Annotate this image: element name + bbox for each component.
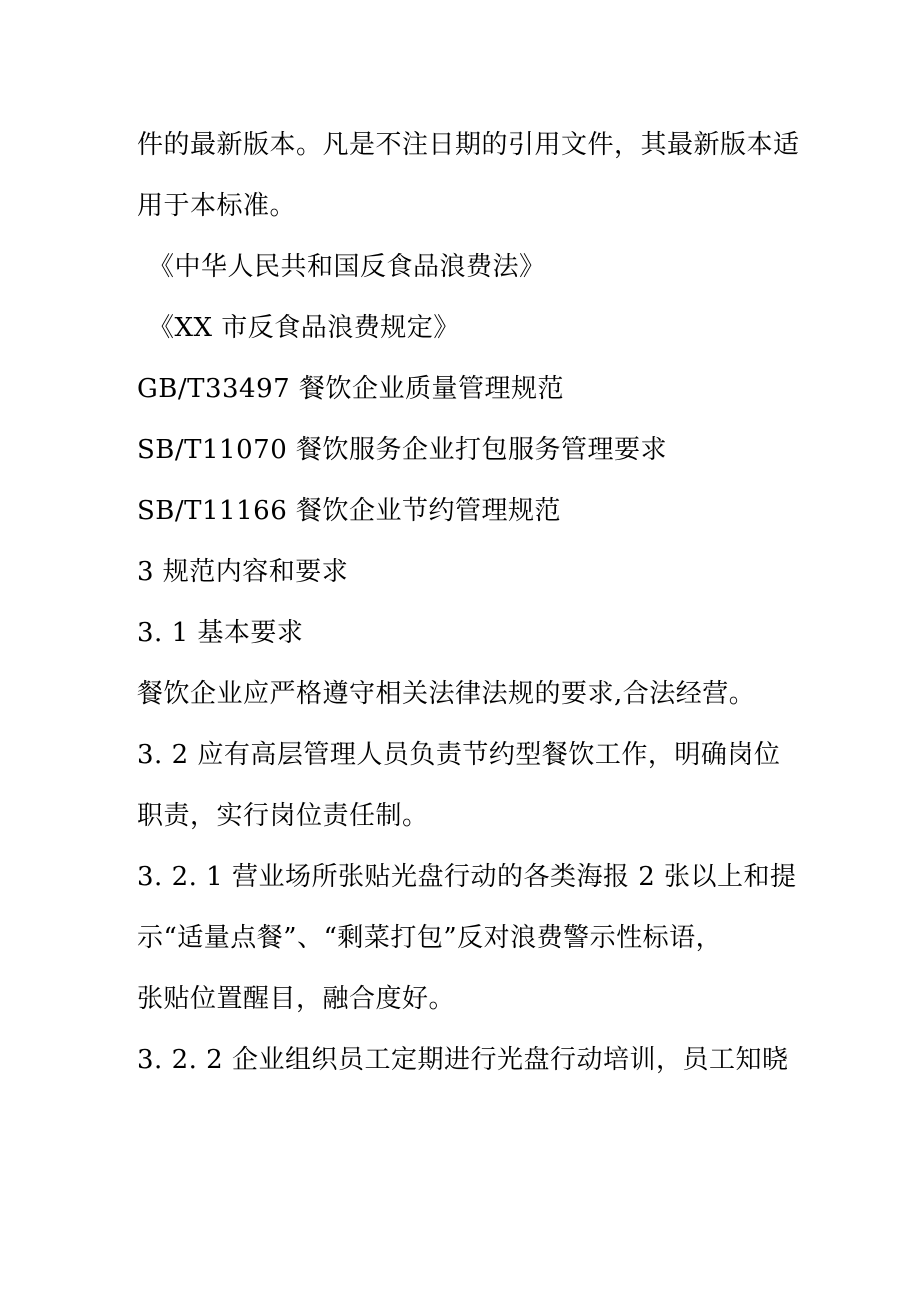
clause-text-line: 3. 2 应有高层管理人员负责节约型餐饮工作，明确岗位	[137, 740, 781, 770]
clause-text-line: 3. 2. 1 营业场所张贴光盘行动的各类海报 2 张以上和提	[137, 862, 797, 892]
reference-standard: GB/T33497 餐饮企业质量管理规范	[137, 374, 564, 404]
body-text-line: 件的最新版本。凡是不注日期的引用文件，其最新版本适	[137, 130, 800, 160]
clause-text-line: 职责，实行岗位责任制。	[137, 801, 429, 831]
subsection-heading: 3. 1 基本要求	[137, 618, 304, 648]
reference-title: 《XX 市反食品浪费规定》	[148, 313, 460, 343]
clause-text-line: 3. 2. 2 企业组织员工定期进行光盘行动培训，员工知晓	[137, 1045, 789, 1075]
body-text-line: 餐饮企业应严格遵守相关法律法规的要求,合法经营。	[137, 679, 756, 709]
reference-standard: SB/T11070 餐饮服务企业打包服务管理要求	[137, 435, 667, 465]
clause-text-line: 张贴位置醒目，融合度好。	[137, 984, 456, 1014]
reference-standard: SB/T11166 餐饮企业节约管理规范	[137, 496, 561, 526]
reference-title: 《中华人民共和国反食品浪费法》	[148, 252, 546, 282]
clause-text-line: 示“适量点餐”、“剩菜打包”反对浪费警示性标语，	[137, 923, 723, 953]
body-text-line: 用于本标准。	[137, 191, 297, 221]
section-heading: 3 规范内容和要求	[137, 557, 349, 587]
